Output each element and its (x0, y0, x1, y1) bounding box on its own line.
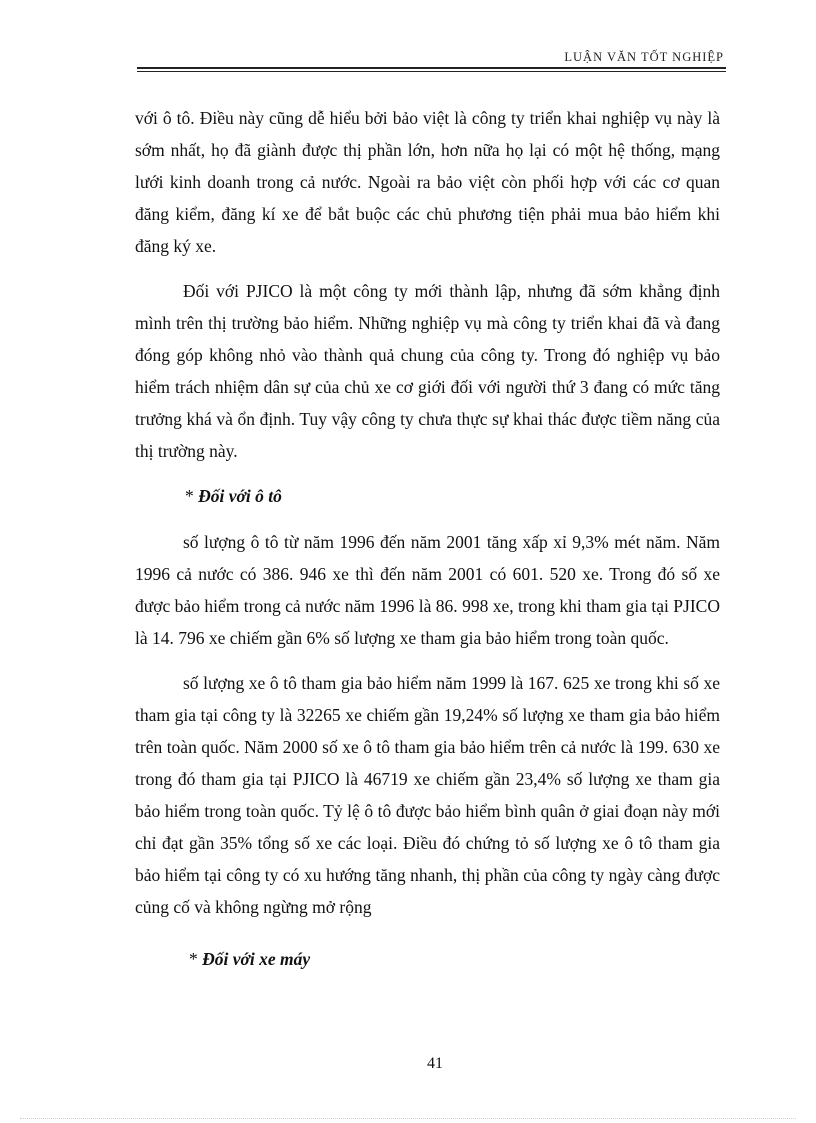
heading-bullet: * (189, 949, 198, 969)
heading-text: Đối với ô tô (198, 486, 282, 506)
header-rule-thick (137, 67, 726, 69)
section-heading-car (135, 480, 720, 512)
running-header: LUẬN VĂN TỐT NGHIỆP (564, 50, 724, 64)
paragraph-3: số lượng ô tô từ năm 1996 đến năm 2001 tăng xấp xỉ 9,3% mét năm. Năm 1996 cả nước có 386. 946 xe thì đến năm 2001 có 601. 520 xe. Trong đó số xe được bảo hiểm trong cả nước năm 1996 là 86. 998 xe, trong khi tham gia tại PJICO là 14. 796 xe chiếm gần 6% số lượng xe tham gia bảo hiểm trong toàn quốc. (135, 532, 720, 648)
header-rule-thin (137, 71, 726, 72)
paragraph-1: với ô tô. Điều này cũng dễ hiểu bởi bảo việt là công ty triển khai nghiệp vụ này là sớm nhất, họ đã giành được thị phần lớn, hơn nữa họ lại có một hệ thống, mạng lưới kinh doanh trong cả nước. Ngoài ra bảo việt còn phối hợp với các cơ quan đăng kiểm, đăng kí xe để bắt buộc các chủ phương tiện phải mua bảo hiểm khi đăng ký xe. (135, 108, 720, 256)
page-body (135, 102, 720, 989)
section-heading-motorbike (135, 943, 720, 975)
heading-bullet: * (185, 486, 194, 506)
paragraph-2: Đối với PJICO là một công ty mới thành lập, nhưng đã sớm khẳng định mình trên thị trường bảo hiểm. Những nghiệp vụ mà công ty triển khai đã và đang đóng góp không nhỏ vào thành quả chung của công ty. Trong đó nghiệp vụ bảo hiểm trách nhiệm dân sự của chủ xe cơ giới đối với người thứ 3 đang có mức tăng trưởng khá và ổn định. Tuy vậy công ty chưa thực sự khai thác được tiềm năng của thị trường này. (135, 281, 720, 461)
paragraph-4: số lượng xe ô tô tham gia bảo hiểm năm 1999 là 167. 625 xe trong khi số xe tham gia tại công ty là 32265 xe chiếm gần 19,24% số lượng xe tham gia bảo hiểm trên toàn quốc. Năm 2000 số xe ô tô tham gia bảo hiểm trên cả nước là 199. 630 xe trong đó tham gia tại PJICO là 46719 xe chiếm gần 23,4% số lượng xe tham gia bảo hiểm trong toàn quốc. Tỷ lệ ô tô được bảo hiểm bình quân ở giai đoạn này mới chỉ đạt gần 35% tổng số xe các loại. Điều đó chứng tỏ số lượng xe ô tô tham gia bảo hiểm tại công ty có xu hướng tăng nhanh, thị phần của công ty ngày càng được củng cố và không ngừng mở rộng (135, 673, 720, 917)
page-number: 41 (427, 1055, 443, 1072)
heading-text: Đối với xe máy (202, 949, 311, 969)
page-bottom-border (20, 1118, 796, 1119)
